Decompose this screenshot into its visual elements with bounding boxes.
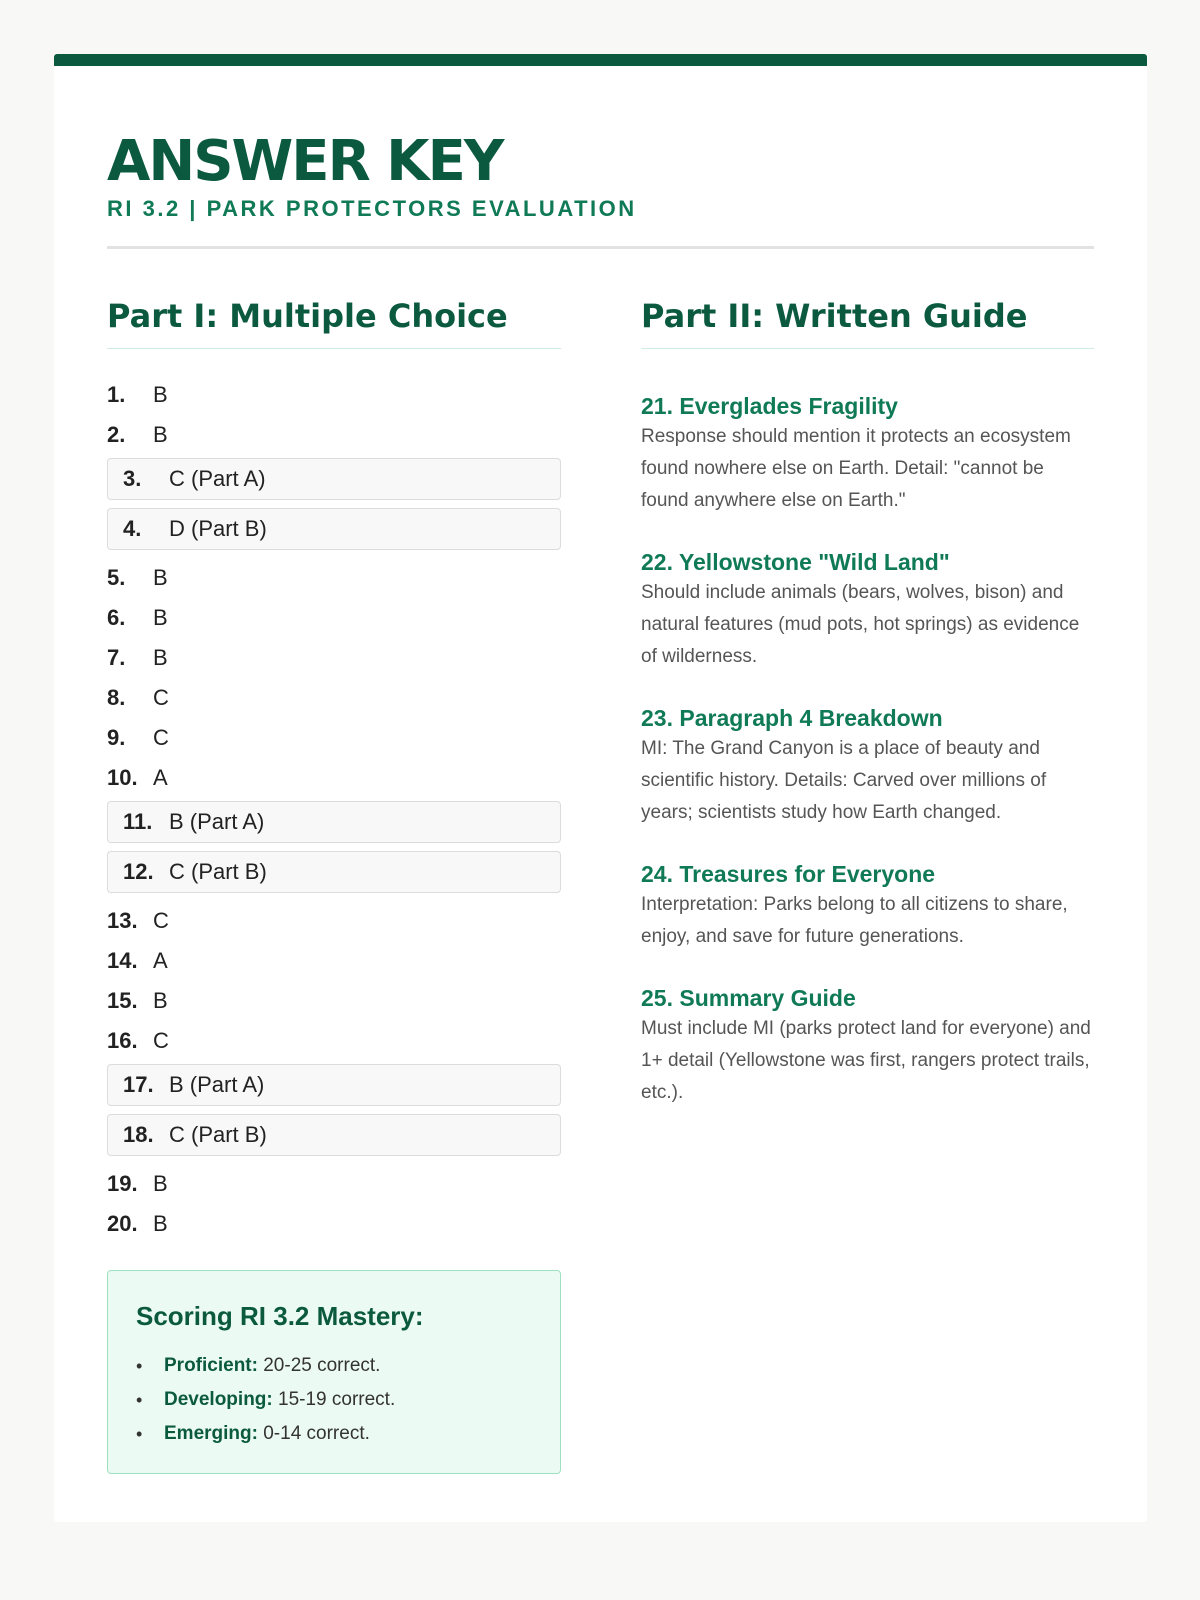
answer-number: 11. [123, 809, 153, 834]
scoring-level-label: Developing: [164, 1389, 273, 1410]
page-subtitle: RI 3.2 | PARK PROTECTORS EVALUATION [107, 196, 637, 221]
scoring-level [136, 1349, 532, 1383]
answer-value: B [153, 565, 168, 590]
answer-value: C (Part B) [169, 859, 267, 884]
guide-heading: 24. Treasures for Everyone [641, 861, 936, 887]
guide-body: Must include MI (parks protect land for everyone) and 1+ detail (Yellowstone was first, rangers protect trails, etc.). [641, 1018, 1091, 1103]
answer-number: 6. [107, 605, 126, 630]
scoring-level-text: 0-14 correct. [257, 1423, 370, 1444]
answer-row [107, 851, 561, 893]
scoring-title: Scoring RI 3.2 Mastery: [136, 1301, 424, 1331]
answer-value: D (Part B) [169, 516, 267, 541]
guide-item [641, 547, 1094, 673]
answer-row [107, 1021, 561, 1061]
answer-number: 10. [107, 765, 138, 790]
part2-title: Part II: Written Guide [641, 296, 1094, 349]
answer-row [107, 1114, 561, 1156]
answer-value: B [153, 382, 168, 407]
written-guide-list [641, 391, 1094, 1109]
guide-body: Interpretation: Parks belong to all citizens to share, enjoy, and save for future generations. [641, 894, 1068, 947]
guide-item [641, 859, 1094, 953]
answer-row [107, 558, 561, 598]
header [107, 129, 1094, 222]
answer-number: 12. [123, 859, 154, 884]
guide-item [641, 983, 1094, 1109]
answer-row [107, 981, 561, 1021]
answer-value: B [153, 422, 168, 447]
scoring-level [136, 1383, 532, 1417]
scoring-level [136, 1417, 532, 1451]
answer-number: 1. [107, 382, 126, 407]
answer-number: 7. [107, 645, 126, 670]
answer-row [107, 678, 561, 718]
answer-row [107, 1164, 561, 1204]
answer-value: B (Part A) [169, 809, 265, 834]
guide-heading: 25. Summary Guide [641, 985, 856, 1011]
answer-value: B [153, 988, 168, 1013]
guide-heading: 22. Yellowstone "Wild Land" [641, 549, 950, 575]
guide-body: Should include animals (bears, wolves, bison) and natural features (mud pots, hot springs) as evidence of wilderness. [641, 582, 1080, 667]
answer-value: C (Part B) [169, 1122, 267, 1147]
answer-number: 13. [107, 908, 138, 933]
answer-key-sheet [54, 54, 1147, 1522]
answer-row [107, 598, 561, 638]
answer-row [107, 638, 561, 678]
guide-item [641, 391, 1094, 517]
answer-number: 4. [123, 516, 142, 541]
answer-row [107, 1204, 561, 1244]
guide-heading: 23. Paragraph 4 Breakdown [641, 705, 943, 731]
answer-row [107, 801, 561, 843]
scoring-level-text: 15-19 correct. [272, 1389, 396, 1410]
answer-value: C [153, 685, 169, 710]
answer-row [107, 415, 561, 455]
answer-value: B [153, 1171, 168, 1196]
answer-row [107, 1064, 561, 1106]
header-divider [107, 246, 1094, 249]
answer-value: C [153, 908, 169, 933]
answer-value: C [153, 725, 169, 750]
part1-title: Part I: Multiple Choice [107, 296, 561, 349]
scoring-list [136, 1349, 532, 1451]
answer-value: C (Part A) [169, 466, 266, 491]
answer-value: A [153, 948, 168, 973]
answer-value: A [153, 765, 168, 790]
answer-value: B (Part A) [169, 1072, 265, 1097]
multiple-choice-list [107, 375, 561, 1244]
scoring-level-label: Emerging: [164, 1423, 258, 1444]
answer-number: 17. [123, 1072, 154, 1097]
answer-value: B [153, 605, 168, 630]
scoring-level-text: 20-25 correct. [257, 1355, 381, 1376]
answer-row [107, 941, 561, 981]
guide-body: MI: The Grand Canyon is a place of beauty and scientific history. Details: Carved over millions of years; scientists study how Earth changed. [641, 738, 1047, 823]
answer-value: C [153, 1028, 169, 1053]
answer-value: B [153, 1211, 168, 1236]
part1-column [107, 296, 561, 1474]
part2-column [641, 296, 1094, 1139]
answer-number: 8. [107, 685, 126, 710]
answer-number: 15. [107, 988, 138, 1013]
answer-number: 20. [107, 1211, 138, 1236]
guide-item [641, 703, 1094, 829]
answer-row [107, 458, 561, 500]
guide-heading: 21. Everglades Fragility [641, 393, 898, 419]
answer-number: 19. [107, 1171, 138, 1196]
scoring-level-label: Proficient: [164, 1355, 258, 1376]
answer-row [107, 718, 561, 758]
answer-number: 2. [107, 422, 126, 447]
answer-number: 16. [107, 1028, 138, 1053]
answer-value: B [153, 645, 168, 670]
answer-number: 5. [107, 565, 126, 590]
answer-number: 14. [107, 948, 138, 973]
answer-row [107, 901, 561, 941]
answer-row [107, 758, 561, 798]
guide-body: Response should mention it protects an ecosystem found nowhere else on Earth. Detail: "cannot be found anywhere else on Earth." [641, 426, 1071, 511]
page-title: ANSWER KEY [107, 129, 503, 194]
answer-number: 18. [123, 1122, 154, 1147]
scoring-box [107, 1270, 561, 1474]
answer-row [107, 375, 561, 415]
answer-row [107, 508, 561, 550]
answer-number: 3. [123, 466, 142, 491]
answer-number: 9. [107, 725, 126, 750]
